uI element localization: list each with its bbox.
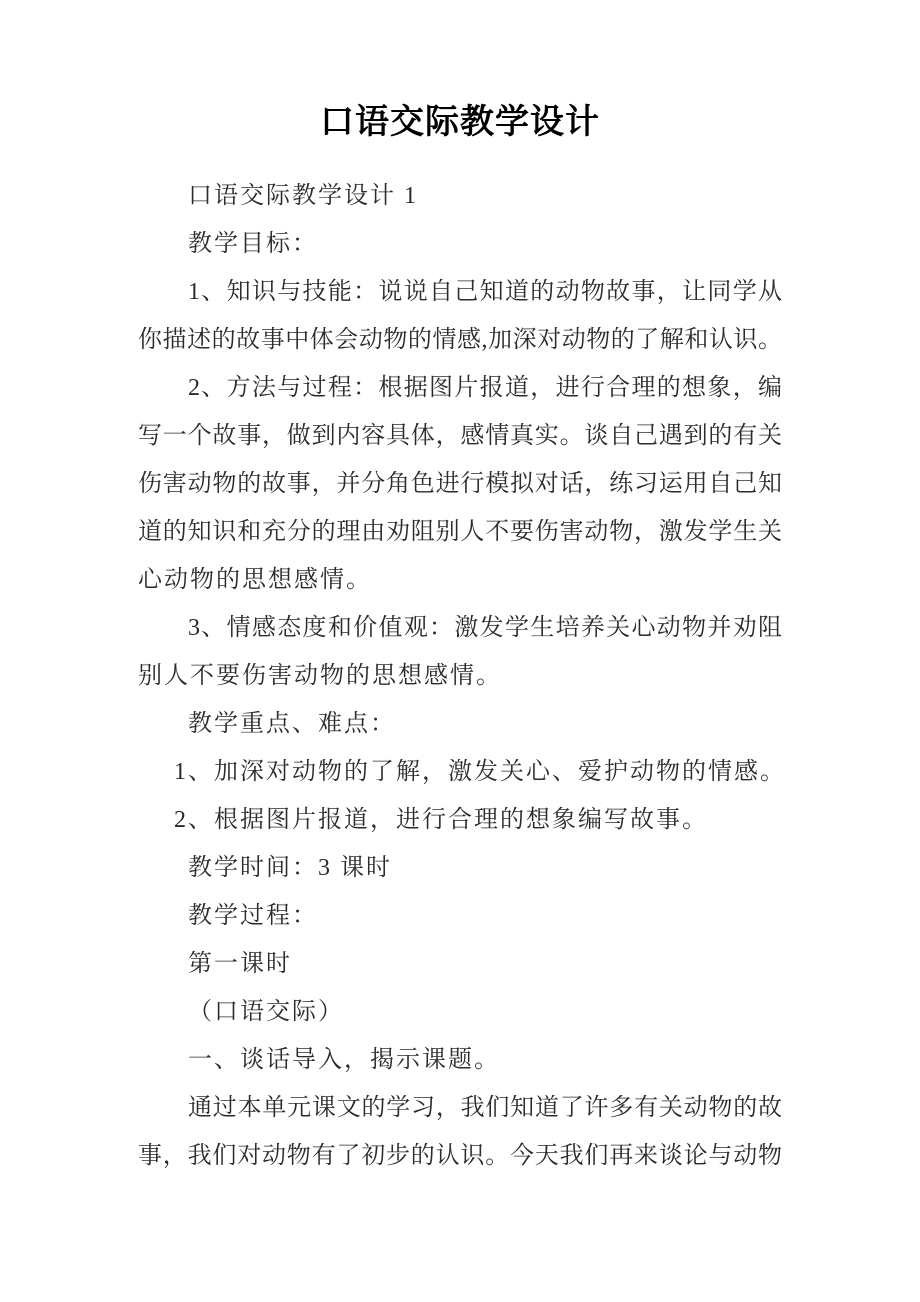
text-line: （口语交际） xyxy=(188,999,344,1025)
text-line: 一、谈话导入，揭示课题。 xyxy=(188,1047,500,1073)
text-line: 你描述的故事中体会动物的情感,加深对动物的了解和认识。 xyxy=(138,327,782,353)
text-line: 3、情感态度和价值观：激发学生培养关心动物并劝阻 xyxy=(188,615,782,641)
text-line: 通过本单元课文的学习，我们知道了许多有关动物的故 xyxy=(188,1095,782,1121)
text-line: 教学过程： xyxy=(188,903,318,929)
text-line: 道的知识和充分的理由劝阻别人不要伤害动物，激发学生关 xyxy=(138,519,782,545)
text-line: 教学重点、难点： xyxy=(188,711,396,737)
text-line: 1、加深对动物的了解，激发关心、爱护动物的情感。 xyxy=(174,759,786,785)
document-body xyxy=(138,172,786,1180)
text-line: 口语交际教学设计 1 xyxy=(188,183,418,209)
text-line: 1、知识与技能：说说自己知道的动物故事，让同学从 xyxy=(188,279,782,305)
text-line: 教学目标： xyxy=(188,231,318,257)
text-line: 2、根据图片报道，进行合理的想象编写故事。 xyxy=(174,807,708,833)
page-title: 口语交际教学设计 xyxy=(320,103,600,141)
text-line: 第一课时 xyxy=(188,951,292,977)
text-line: 事，我们对动物有了初步的认识。今天我们再来谈论与动物 xyxy=(138,1143,782,1169)
text-line: 教学时间：3 课时 xyxy=(188,855,392,881)
text-line: 心动物的思想感情。 xyxy=(138,567,372,593)
text-line: 别人不要伤害动物的思想感情。 xyxy=(138,663,502,689)
text-line: 2、方法与过程：根据图片报道，进行合理的想象，编 xyxy=(188,375,782,401)
text-line: 伤害动物的故事，并分角色进行模拟对话，练习运用自己知 xyxy=(138,471,782,497)
text-line: 写一个故事，做到内容具体，感情真实。谈自己遇到的有关 xyxy=(138,423,782,449)
